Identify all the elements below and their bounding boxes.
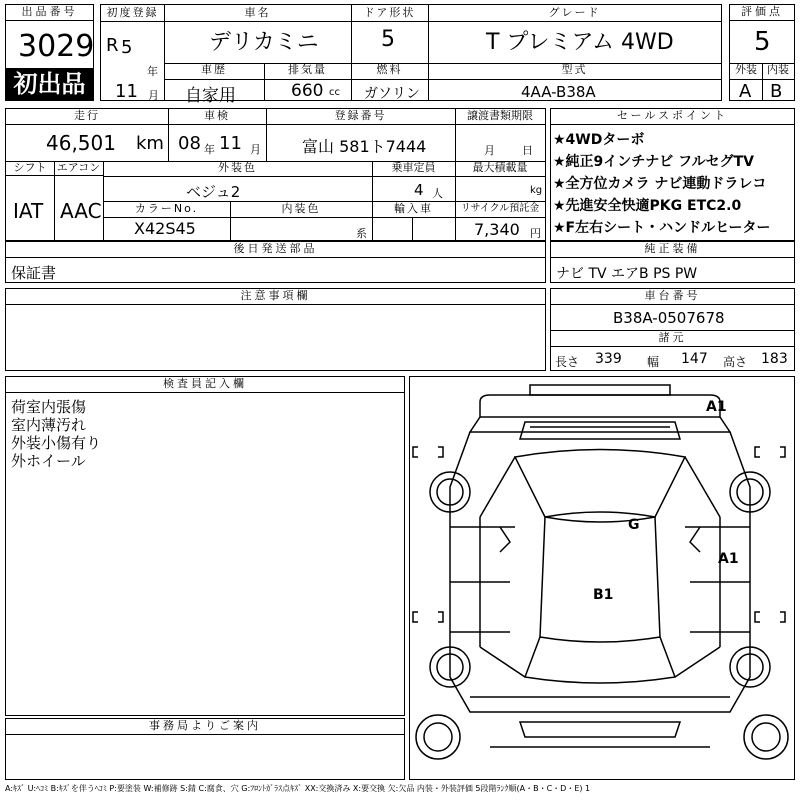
office-box [5, 718, 405, 780]
int-color-label: 内装色 [281, 202, 321, 215]
displacement: 660 [291, 81, 324, 101]
inspector-line: 室内薄汚れ [11, 416, 87, 434]
disp-unit: cc [329, 87, 340, 98]
sales-point-item: ★純正9インチナビ フルセグTV [553, 154, 754, 170]
plate-label: 登録番号 [334, 109, 387, 122]
transfer-month-unit: 月 [484, 144, 495, 157]
deferred-label: 後日発送部品 [6, 242, 545, 258]
disp-label: 排気量 [288, 63, 327, 76]
score-box [729, 4, 795, 101]
color-no-label: カラーNo. [134, 202, 199, 215]
inspector-box [5, 376, 405, 716]
history-label: 車歴 [201, 63, 227, 76]
car-name: デリカミニ [209, 30, 319, 55]
load-label: 最大積載量 [472, 161, 528, 174]
mileage-unit: km [136, 133, 164, 154]
ext-grade: A [739, 81, 752, 102]
reg-month: 11 [115, 81, 138, 102]
lot-number: 3029 [18, 29, 95, 64]
chassis-label: 車台番号 [551, 289, 794, 305]
color: ベジュ2 [186, 183, 241, 201]
mileage-label: 走行 [74, 109, 100, 122]
capacity: 4 [414, 181, 424, 199]
insp-month-unit: 月 [250, 143, 261, 156]
chassis-box [550, 288, 795, 371]
inspection-label: 車検 [204, 109, 230, 122]
load-unit: kg [530, 185, 543, 196]
plate-number: 富山 581ト7444 [302, 137, 427, 156]
import-label: 輸入車 [394, 202, 433, 215]
doors: 5 [381, 27, 395, 52]
sales-point-item: ★全方位カメラ ナビ連動ドラレコ [553, 176, 767, 192]
sales-point-item: ★先進安全快適PKG ETC2.0 [553, 198, 742, 214]
recycle-label: リサイクル預託金 [460, 203, 540, 214]
height-label: 高さ [723, 355, 748, 369]
deferred-value: 保証書 [11, 264, 57, 282]
vehicle-info-table [5, 108, 546, 241]
lot-label: 出品番号 [6, 5, 93, 21]
insp-year-unit: 年 [204, 143, 215, 156]
score-label: 評価点 [730, 5, 794, 21]
int-color-unit: 系 [356, 227, 367, 240]
damage-mark: B1 [593, 587, 614, 603]
damage-mark: A1 [718, 551, 739, 567]
header-table [100, 4, 722, 106]
grade-label: グレード [548, 6, 601, 19]
sales-point-item: ★F左右シート・ハンドルヒーター [553, 220, 771, 236]
era: R [106, 35, 119, 56]
length: 339 [595, 351, 622, 367]
first-listing-badge: 初出品 [6, 68, 93, 100]
recycle: 7,340 [474, 220, 520, 239]
chassis-number: B38A-0507678 [613, 309, 725, 327]
history: 自家用 [185, 86, 236, 106]
recycle-unit: 円 [530, 227, 541, 240]
inspector-line: 荷室内張傷 [11, 398, 87, 416]
sales-points-box [550, 108, 795, 241]
insp-year: 08 [178, 133, 201, 154]
ac-label: エアコン [54, 161, 103, 176]
dims-label: 諸元 [551, 331, 794, 347]
notes-label: 注意事項欄 [6, 289, 545, 305]
equipment-value: ナビ TV エアB PS PW [556, 266, 698, 282]
height: 183 [761, 351, 788, 367]
transfer-day-unit: 日 [522, 144, 533, 157]
ac: AAC [60, 199, 102, 223]
score: 5 [754, 27, 771, 57]
year-unit: 年 [147, 65, 158, 78]
reg-year: 5 [121, 37, 133, 58]
length-label: 長さ [555, 355, 580, 369]
sales-point-item: ★4WDターボ [553, 132, 645, 148]
shift-label: シフト [6, 161, 54, 176]
door-label: ドア形状 [363, 6, 416, 19]
fuel-label: 燃料 [376, 63, 403, 76]
lot-number-box [5, 4, 94, 101]
month-unit: 月 [148, 89, 159, 102]
model-label: 型式 [561, 63, 588, 76]
capacity-label: 乗車定員 [391, 161, 436, 174]
reg-label: 初度登録 [106, 6, 159, 19]
fuel: ガソリン [364, 86, 420, 102]
damage-mark: A1 [706, 399, 727, 415]
int-label: 内装 [767, 63, 789, 76]
grade: T プレミアム 4WD [486, 30, 674, 55]
notes-box [5, 288, 546, 371]
sales-points-label: セールスポイント [551, 109, 794, 125]
damage-diagram [409, 376, 795, 780]
capacity-unit: 人 [432, 187, 443, 200]
shift: IAT [13, 199, 44, 223]
model: 4AA-B38A [521, 83, 596, 101]
color-no: X42S45 [134, 219, 196, 238]
transfer-label: 譲渡書類期限 [467, 109, 533, 122]
equipment-label: 純正装備 [551, 242, 794, 258]
inspector-line: 外装小傷有り [11, 434, 102, 452]
deferred-parts-box [5, 241, 546, 283]
inspector-label: 検査員記入欄 [6, 377, 404, 393]
car-outline [410, 377, 794, 779]
color-label: 外装色 [218, 161, 257, 174]
equipment-box [550, 241, 795, 283]
mileage: 46,501 [46, 131, 116, 155]
damage-mark: G [628, 517, 640, 533]
car-name-label: 車名 [244, 6, 271, 19]
width: 147 [681, 351, 708, 367]
insp-month: 11 [219, 133, 242, 154]
width-label: 幅 [647, 355, 660, 369]
legend: A:ｷｽﾞ U:ﾍｺﾐ B:ｷｽﾞを伴うﾍｺﾐ P:要塗装 W:補修跡 S:錆 C:腐食、穴 G:ﾌﾛﾝﾄｶﾞﾗｽ点ｷｽﾞ XX:交換済み X:要交換 欠:欠品 内装・外装評価 5段階ﾗﾝｸ順(A・B・C・D・E) 1 [5, 784, 591, 793]
inspector-line: 外ホイール [11, 452, 86, 470]
office-label: 事務局よりご案内 [6, 719, 404, 735]
int-grade: B [770, 81, 783, 102]
ext-label: 外装 [735, 63, 757, 76]
